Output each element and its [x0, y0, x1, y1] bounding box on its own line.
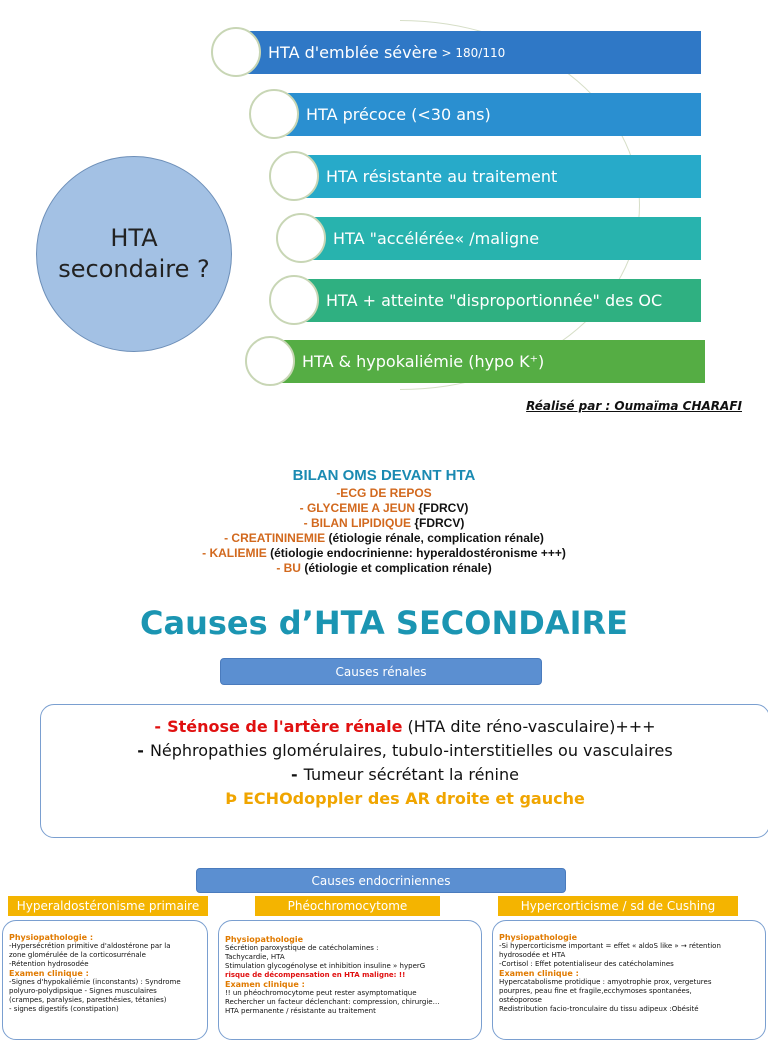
dash-bullet: -: [291, 765, 298, 784]
criteria-bullet-1: [211, 27, 261, 77]
criteria-bar-small: > 180/110: [441, 45, 506, 60]
hta-secondaire-circle: [36, 156, 232, 352]
dash-bullet: -: [154, 717, 162, 736]
card-line: !! un phéochromocytome peut rester asymptomatique: [225, 989, 417, 997]
pheo-card: [218, 920, 482, 1040]
bilan-line: [0, 531, 768, 546]
bilan-line: [0, 561, 768, 576]
column-title-pheo: Phéochromocytome: [255, 896, 440, 916]
criteria-bar-5: [296, 279, 701, 322]
renal-item-3: [41, 763, 768, 787]
card-line: Tachycardie, HTA: [225, 953, 285, 961]
bilan-line-detail: {FDRCV): [411, 516, 465, 530]
card-line: pourpres, peau fine et fragile,ecchymoses spontanées,: [499, 987, 692, 995]
card-line: Physiopathologie: [225, 935, 304, 944]
card-line: -Rétention hydrosodée: [9, 960, 89, 968]
bilan-line: [0, 546, 768, 561]
bilan-line: [0, 516, 768, 531]
renal-item-text: ECHOdoppler des AR droite et gauche: [243, 789, 585, 808]
card-line: -Hypersécrétion primitive d'aldostérone par la: [9, 942, 171, 950]
bilan-line-detail: (étiologie endocrinienne: hyperaldostéronisme +++): [266, 546, 566, 560]
card-line: (crampes, paralysies, paresthésies, tétanies): [9, 996, 167, 1004]
card-line: Rechercher un facteur déclenchant: compression, chirurgie…: [225, 998, 440, 1006]
card-line: polyuro-polydipsique - Signes musculaires: [9, 987, 157, 995]
card-line: Stimulation glycogénolyse et inhibition insuline » hyperG: [225, 962, 426, 970]
criteria-bar-text: HTA résistante au traitement: [326, 167, 558, 186]
circle-line-1: HTA: [110, 223, 158, 252]
card-line: - signes digestifs (constipation): [9, 1005, 119, 1013]
bilan-line-detail: (étiologie rénale, complication rénale): [325, 531, 544, 545]
card-line: Examen clinique :: [499, 969, 579, 978]
renal-item-2: [41, 739, 768, 763]
author-credit: Réalisé par : Oumaïma CHARAFI: [526, 399, 742, 413]
criteria-bar-2: [276, 93, 701, 136]
bilan-line-label: - BILAN LIPIDIQUE: [303, 516, 411, 530]
renal-item-text: Tumeur sécrétant la rénine: [303, 765, 519, 784]
card-line: -Signes d'hypokaliémie (inconstants) : Syndrome: [9, 978, 181, 986]
column-title-cushing: Hypercorticisme / sd de Cushing: [498, 896, 738, 916]
criteria-bar-text: HTA "accélérée« /maligne: [333, 229, 540, 248]
bilan-title: BILAN OMS DEVANT HTA: [292, 467, 476, 484]
card-line: zone glomérulée de la corticosurrénale: [9, 951, 146, 959]
endocrine-causes-pill: Causes endocriniennes: [196, 868, 566, 893]
renal-item-highlight: Sténose de l'artère rénale: [167, 717, 403, 736]
bilan-line-label: - BU: [276, 561, 301, 575]
card-line: HTA permanente / résistante au traitement: [225, 1007, 376, 1015]
hyperaldo-card: [2, 920, 208, 1040]
criteria-bar-text: HTA d'emblée sévère: [268, 43, 438, 62]
bilan-oms-block: [0, 466, 768, 576]
bilan-line-label: -ECG DE REPOS: [336, 486, 432, 500]
circle-line-2: secondaire ?: [58, 255, 210, 283]
dash-bullet: -: [137, 741, 144, 760]
card-line: Examen clinique :: [9, 969, 89, 978]
criteria-bar-text: HTA + atteinte "disproportionnée" des OC: [326, 291, 663, 310]
renal-item-detail: (HTA dite réno-vasculaire)+++: [402, 717, 656, 736]
criteria-bullet-4: [276, 213, 326, 263]
bilan-line-label: - KALIEMIE: [202, 546, 267, 560]
card-line: Redistribution facio-tronculaire du tissu adipeux :Obésité: [499, 1005, 699, 1013]
card-line: Physiopathologie: [499, 933, 578, 942]
bilan-line: [0, 501, 768, 516]
cushing-card: [492, 920, 766, 1040]
card-line: risque de décompensation en HTA maligne: !!: [225, 971, 406, 979]
renal-item-text: Néphropathies glomérulaires, tubulo-interstitielles ou vasculaires: [149, 741, 673, 760]
renal-item-1: [41, 715, 768, 739]
criteria-bullet-3: [269, 151, 319, 201]
criteria-bar-text: HTA & hypokaliémie (hypo K⁺): [302, 352, 545, 371]
renal-causes-box: [40, 704, 768, 838]
arrow-bullet: Þ: [225, 789, 237, 808]
bilan-line-label: - CREATININEMIE: [224, 531, 326, 545]
card-line: Examen clinique :: [225, 980, 305, 989]
criteria-bar-3: [296, 155, 701, 198]
column-title-hyperaldo: Hyperaldostéronisme primaire: [8, 896, 208, 916]
bilan-line: [0, 486, 768, 501]
criteria-bar-4: [303, 217, 701, 260]
card-line: Physiopathologie :: [9, 933, 94, 942]
criteria-bullet-2: [249, 89, 299, 139]
bilan-line-label: - GLYCEMIE A JEUN: [299, 501, 415, 515]
card-line: -Cortisol : Effet potentialiseur des catécholamines: [499, 960, 674, 968]
criteria-bar-6: [272, 340, 705, 383]
card-line: Sécrétion paroxystique de catécholamines :: [225, 944, 379, 952]
bilan-line-detail: (étiologie et complication rénale): [300, 561, 492, 575]
page-title: Causes d’HTA SECONDAIRE: [140, 604, 628, 642]
criteria-bullet-6: [245, 336, 295, 386]
bilan-line-detail: {FDRCV): [415, 501, 469, 515]
criteria-bullet-5: [269, 275, 319, 325]
renal-causes-pill: Causes rénales: [220, 658, 542, 685]
card-line: Hypercatabolisme protidique : amyotrophie prox, vergetures: [499, 978, 712, 986]
card-line: ostéoporose: [499, 996, 542, 1004]
criteria-bar-1: [238, 31, 701, 74]
card-line: -Si hypercorticisme important = effet « aldoS like » → rétention: [499, 942, 721, 950]
renal-item-4: [41, 787, 768, 811]
criteria-bar-text: HTA précoce (<30 ans): [306, 105, 491, 124]
card-line: hydrosodée et HTA: [499, 951, 566, 959]
